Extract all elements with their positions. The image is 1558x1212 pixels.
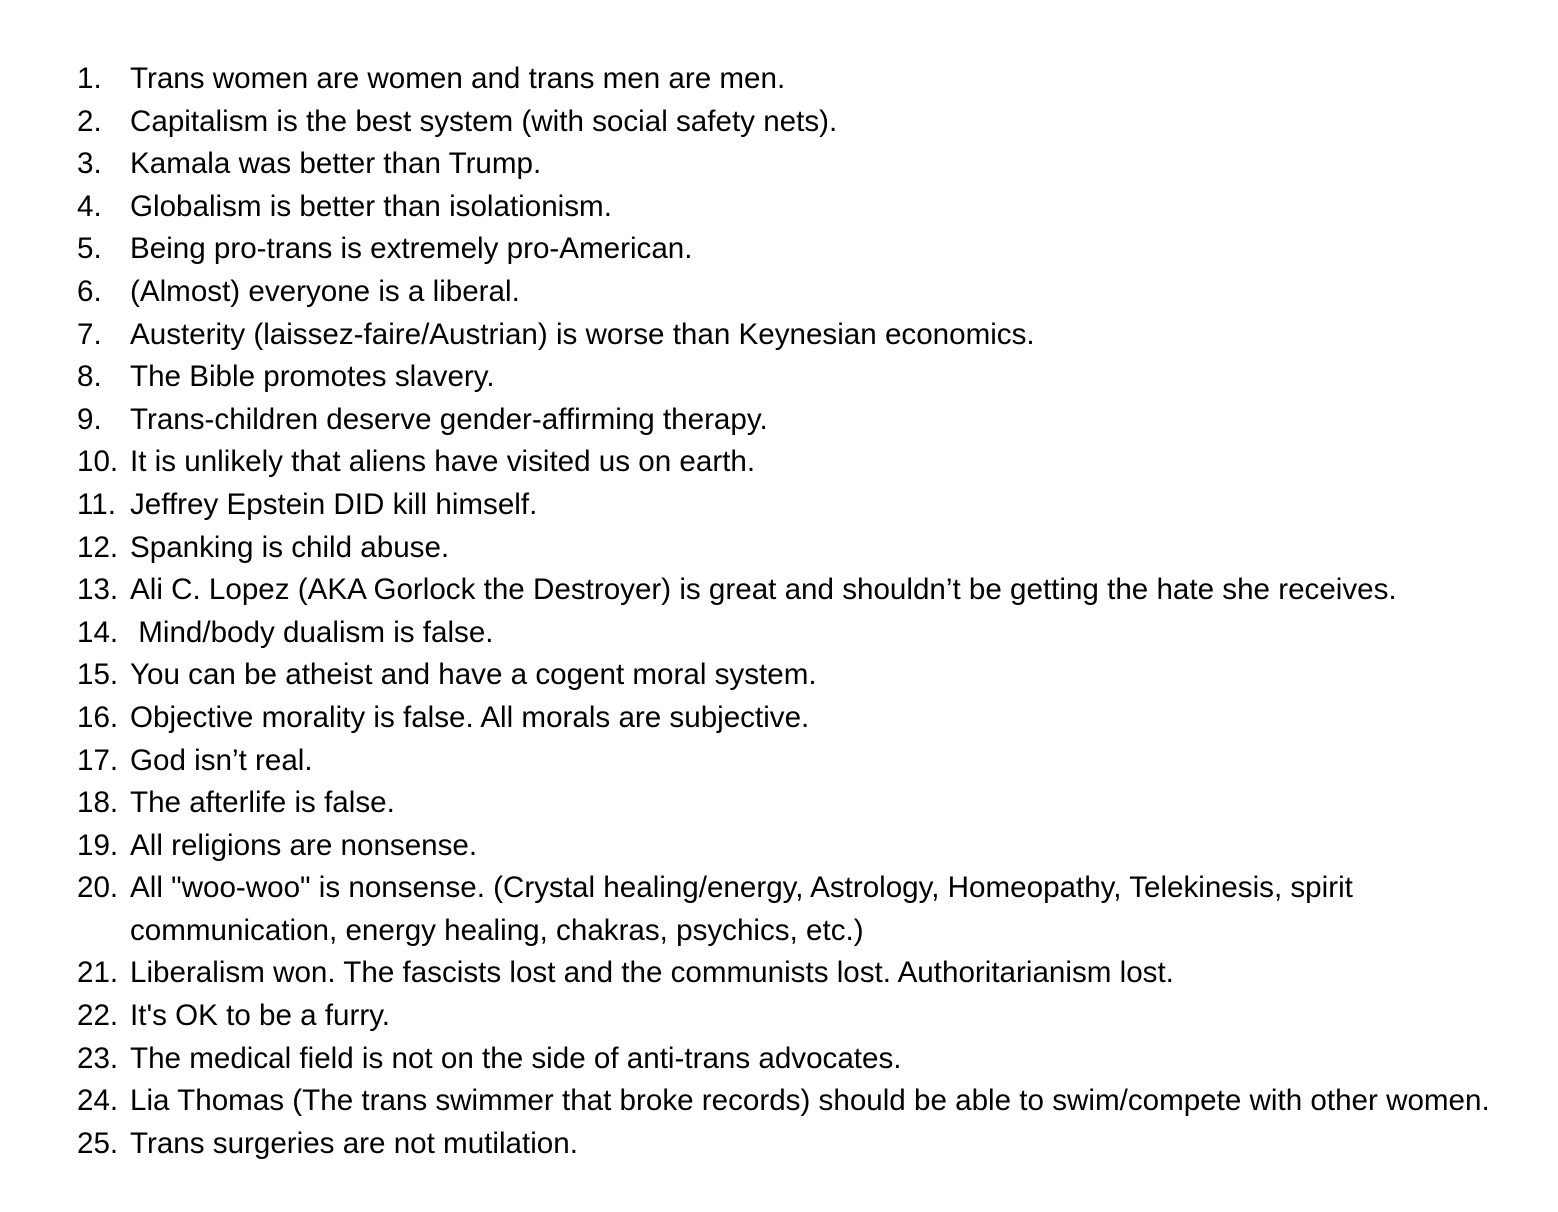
- list-item: [0, 356, 1558, 399]
- list-item-text: All religions are nonsense.: [130, 828, 478, 862]
- list-item: [0, 825, 1558, 868]
- list-item-text: Spanking is child abuse.: [130, 530, 450, 564]
- list-item-text: Being pro-trans is extremely pro-American.: [130, 232, 693, 266]
- list-item-text: The Bible promotes slavery.: [130, 360, 495, 394]
- list-item-text: It is unlikely that aliens have visited us on earth.: [130, 445, 756, 479]
- list-item-number: 17.: [77, 743, 119, 777]
- list-item-text: It's OK to be a furry.: [130, 999, 391, 1033]
- list-item-text: The medical field is not on the side of anti-trans advocates.: [130, 1041, 902, 1075]
- list-item-number: 13.: [77, 573, 119, 607]
- list-item-number: 12.: [77, 530, 119, 564]
- list-item-text: Mind/body dualism is false.: [130, 615, 494, 649]
- list-item-number: 3.: [77, 147, 102, 181]
- list-item: [0, 612, 1558, 655]
- list-item: [0, 952, 1558, 995]
- list-item-number: 6.: [77, 274, 102, 308]
- list-item-text: Lia Thomas (The trans swimmer that broke records) should be able to swim/compete with other women.: [130, 1084, 1490, 1118]
- list-item-number: 10.: [77, 445, 119, 479]
- list-item: [0, 1038, 1558, 1081]
- list-item: [0, 782, 1558, 825]
- list-item-number: 8.: [77, 360, 102, 394]
- list-item-number: 4.: [77, 189, 102, 223]
- list-item: [0, 143, 1558, 186]
- list-item-number: 2.: [77, 104, 102, 138]
- list-item: [0, 441, 1558, 484]
- list-item-text: Trans-children deserve gender-affirming therapy.: [130, 402, 768, 436]
- list-item-number: 9.: [77, 402, 102, 436]
- list-item-text: Trans surgeries are not mutilation.: [130, 1126, 578, 1160]
- list-item-text: Objective morality is false. All morals are subjective.: [130, 700, 810, 734]
- list-item-text: You can be atheist and have a cogent moral system.: [130, 658, 817, 692]
- list-item-text: Liberalism won. The fascists lost and the communists lost. Authoritarianism lost.: [130, 956, 1174, 990]
- list-item: [0, 271, 1558, 314]
- list-item: [0, 186, 1558, 229]
- list-item: [0, 101, 1558, 144]
- list-item-number: 20.: [77, 871, 119, 905]
- list-item: [0, 58, 1558, 101]
- list-item-text: (Almost) everyone is a liberal.: [130, 274, 520, 308]
- list-item-number: 25.: [77, 1126, 119, 1160]
- list-item: [0, 1080, 1558, 1123]
- list-item-text: Jeffrey Epstein DID kill himself.: [130, 487, 538, 521]
- list-item-number: 19.: [77, 828, 119, 862]
- list-item-number: 5.: [77, 232, 102, 266]
- list-item-text: All "woo-woo" is nonsense. (Crystal healing/energy, Astrology, Homeopathy, Telekinesis, spirit communication, energy healing, chakras, psychics, etc.): [130, 871, 1362, 947]
- list-item-number: 7.: [77, 317, 102, 351]
- list-item: [0, 569, 1558, 612]
- list-item-text: Ali C. Lopez (AKA Gorlock the Destroyer) is great and shouldn’t be getting the hate she receives.: [130, 573, 1397, 607]
- list-item-text: God isn’t real.: [130, 743, 313, 777]
- list-item-number: 24.: [77, 1084, 119, 1118]
- list-item: [0, 484, 1558, 527]
- numbered-list: [0, 58, 1558, 1165]
- list-item: [0, 867, 1558, 952]
- list-item-number: 11.: [77, 487, 116, 521]
- list-item-text: Kamala was better than Trump.: [130, 147, 542, 181]
- list-item-number: 16.: [77, 700, 119, 734]
- list-item-number: 23.: [77, 1041, 119, 1075]
- list-item-text: Trans women are women and trans men are men.: [130, 62, 786, 95]
- list-item: [0, 740, 1558, 783]
- list-item: [0, 697, 1558, 740]
- list-item-number: 22.: [77, 999, 119, 1033]
- list-item-text: Austerity (laissez-faire/Austrian) is worse than Keynesian economics.: [130, 317, 1035, 351]
- list-item-number: 21.: [77, 956, 119, 990]
- list-item-text: Globalism is better than isolationism.: [130, 189, 612, 223]
- list-item: [0, 527, 1558, 570]
- list-item-number: 15.: [77, 658, 119, 692]
- list-item-number: 18.: [77, 786, 119, 820]
- list-item: [0, 228, 1558, 271]
- list-item: [0, 654, 1558, 697]
- list-item: [0, 314, 1558, 357]
- list-item-text: The afterlife is false.: [130, 786, 395, 820]
- list-item: [0, 1123, 1558, 1166]
- list-item: [0, 399, 1558, 442]
- list-item-number: 1.: [77, 62, 102, 95]
- list-item-number: 14.: [77, 615, 119, 649]
- list-item: [0, 995, 1558, 1038]
- list-item-text: Capitalism is the best system (with social safety nets).: [130, 104, 838, 138]
